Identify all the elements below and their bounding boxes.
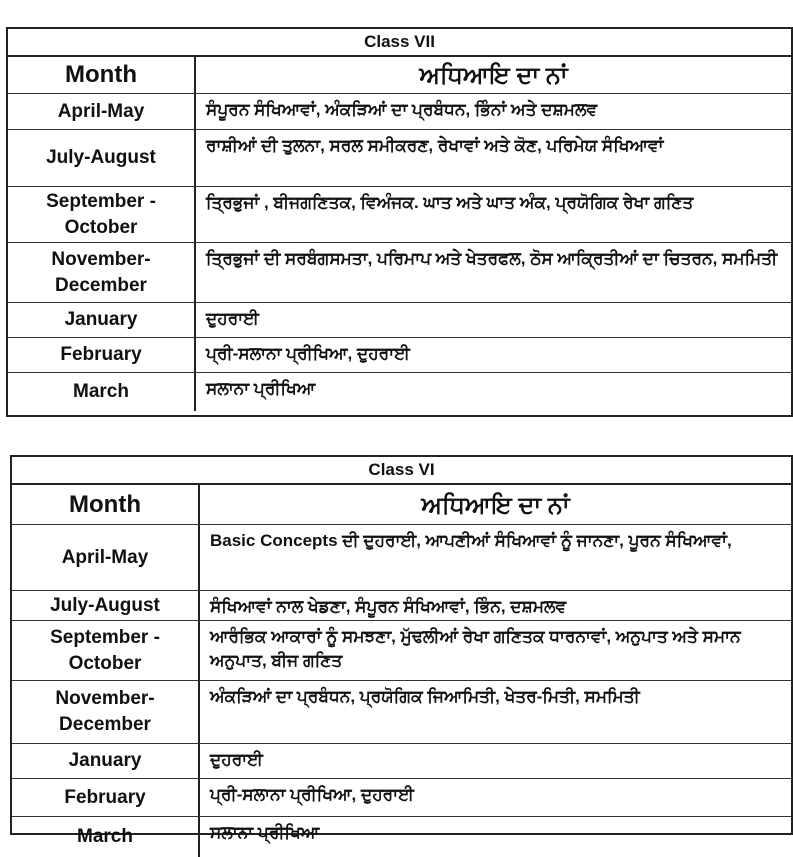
table-row [12, 744, 791, 779]
table-row [12, 681, 791, 744]
table-caption: Class VII [8, 29, 791, 57]
header-row [12, 485, 791, 525]
table-row [12, 525, 791, 591]
chapters-cell: ਤ੍ਰਿਭੁਜਾਂ ਦੀ ਸਰਬੰਗਸਮਤਾ, ਪਰਿਮਾਪ ਅਤੇ ਖੇਤਰਫਲ, ਠੋਸ ਆਕ੍ਰਿਤੀਆਂ ਦਾ ਚਿਤਰਨ, ਸਮਮਿਤੀ [206, 249, 778, 268]
table-row [8, 303, 791, 338]
chapters-cell: ਸੰਪੂਰਨ ਸੰਖਿਆਵਾਂ, ਅੰਕੜਿਆਂ ਦਾ ਪ੍ਰਬੰਧਨ, ਭਿੰਨਾਂ ਅਤੇ ਦਸ਼ਮਲਵ [206, 100, 598, 119]
month-cell: January [12, 744, 200, 778]
chapters-cell: ਆਰੰਭਿਕ ਆਕਾਰਾਂ ਨੂੰ ਸਮਝਣਾ, ਮੁੱਢਲੀਆਂ ਰੇਖਾ ਗਣਿਤਕ ਧਾਰਨਾਵਾਂ, ਅਨੁਪਾਤ ਅਤੇ ਸਮਾਨ ਅਨੁਪਾਤ, ਬੀਜ ਗਣਿਤ [210, 627, 741, 670]
chapters-cell: ਦੁਹਰਾਈ [206, 309, 259, 328]
chapters-cell: ਰਾਸ਼ੀਆਂ ਦੀ ਤੁਲਨਾ, ਸਰਲ ਸਮੀਕਰਣ, ਰੇਖਾਵਾਂ ਅਤੇ ਕੋਣ, ਪਰਿਮੇਯ ਸੰਖਿਆਵਾਂ [206, 136, 664, 155]
class-vii-table [6, 27, 793, 417]
chapters-cell: ਪ੍ਰੀ-ਸਲਾਨਾ ਪ੍ਰੀਖਿਆ, ਦੁਹਰਾਈ [206, 344, 410, 363]
class-vi-table [10, 455, 793, 847]
chapters-cell: ਸੰਖਿਆਵਾਂ ਨਾਲ ਖੇਡਣਾ, ਸੰਪੂਰਨ ਸੰਖਿਆਵਾਂ, ਭਿੰਨ, ਦਸ਼ਮਲਵ [210, 597, 567, 616]
table-row [8, 94, 791, 130]
month-cell: March [12, 817, 200, 857]
table-row [8, 373, 791, 411]
month-cell: September - October [12, 621, 200, 680]
month-cell: April-May [8, 94, 196, 129]
chapters-cell: ਸਲਾਨਾ ਪ੍ਰੀਖਿਆ [206, 379, 316, 398]
month-cell: November-December [12, 681, 200, 743]
month-cell: April-May [12, 525, 200, 590]
month-cell: November-December [8, 243, 196, 302]
chapter-header: ਅਧਿਆਇ ਦਾ ਨਾਂ [419, 62, 568, 89]
table-row [12, 779, 791, 817]
table-row [12, 621, 791, 681]
month-cell: July-August [12, 591, 200, 620]
table-caption: Class VI [12, 457, 791, 485]
table-row [8, 338, 791, 373]
chapters-cell: ਅੰਕੜਿਆਂ ਦਾ ਪ੍ਰਬੰਧਨ, ਪ੍ਰਯੋਗਿਕ ਜਿਆਮਿਤੀ, ਖੇਤਰ-ਮਿਤੀ, ਸਮਮਿਤੀ [210, 687, 640, 706]
table-row [12, 591, 791, 621]
table-row [8, 187, 791, 243]
header-row [8, 57, 791, 94]
month-header: Month [12, 485, 200, 524]
month-cell: February [8, 338, 196, 372]
month-cell: February [12, 779, 200, 816]
chapters-cell: ਦੁਹਰਾਈ [210, 750, 263, 769]
table-row [8, 130, 791, 187]
chapters-cell: ਪ੍ਰੀ-ਸਲਾਨਾ ਪ੍ਰੀਖਿਆ, ਦੁਹਰਾਈ [210, 785, 414, 804]
chapters-cell: Basic Concepts ਦੀ ਦੁਹਰਾਈ, ਆਪਣੀਆਂ ਸੰਖਿਆਵਾਂ ਨੂੰ ਜਾਨਣਾ, ਪੂਰਨ ਸੰਖਿਆਵਾਂ, [210, 531, 732, 550]
month-cell: September - October [8, 187, 196, 242]
table-row [8, 243, 791, 303]
month-cell: March [8, 373, 196, 411]
month-header: Month [8, 57, 196, 93]
table-row [12, 817, 791, 857]
month-cell: July-August [8, 130, 196, 186]
chapters-cell: ਸਲਾਨਾ ਪ੍ਰੀਖਿਆ [210, 823, 320, 842]
chapter-header: ਅਧਿਆਇ ਦਾ ਨਾਂ [421, 491, 570, 519]
chapters-cell: ਤ੍ਰਿਭੁਜਾਂ , ਬੀਜਗਣਿਤਕ, ਵਿਅੰਜਕ. ਘਾਤ ਅਤੇ ਘਾਤ ਅੰਕ, ਪ੍ਰਯੋਗਿਕ ਰੇਖਾ ਗਣਿਤ [206, 193, 694, 212]
month-cell: January [8, 303, 196, 337]
